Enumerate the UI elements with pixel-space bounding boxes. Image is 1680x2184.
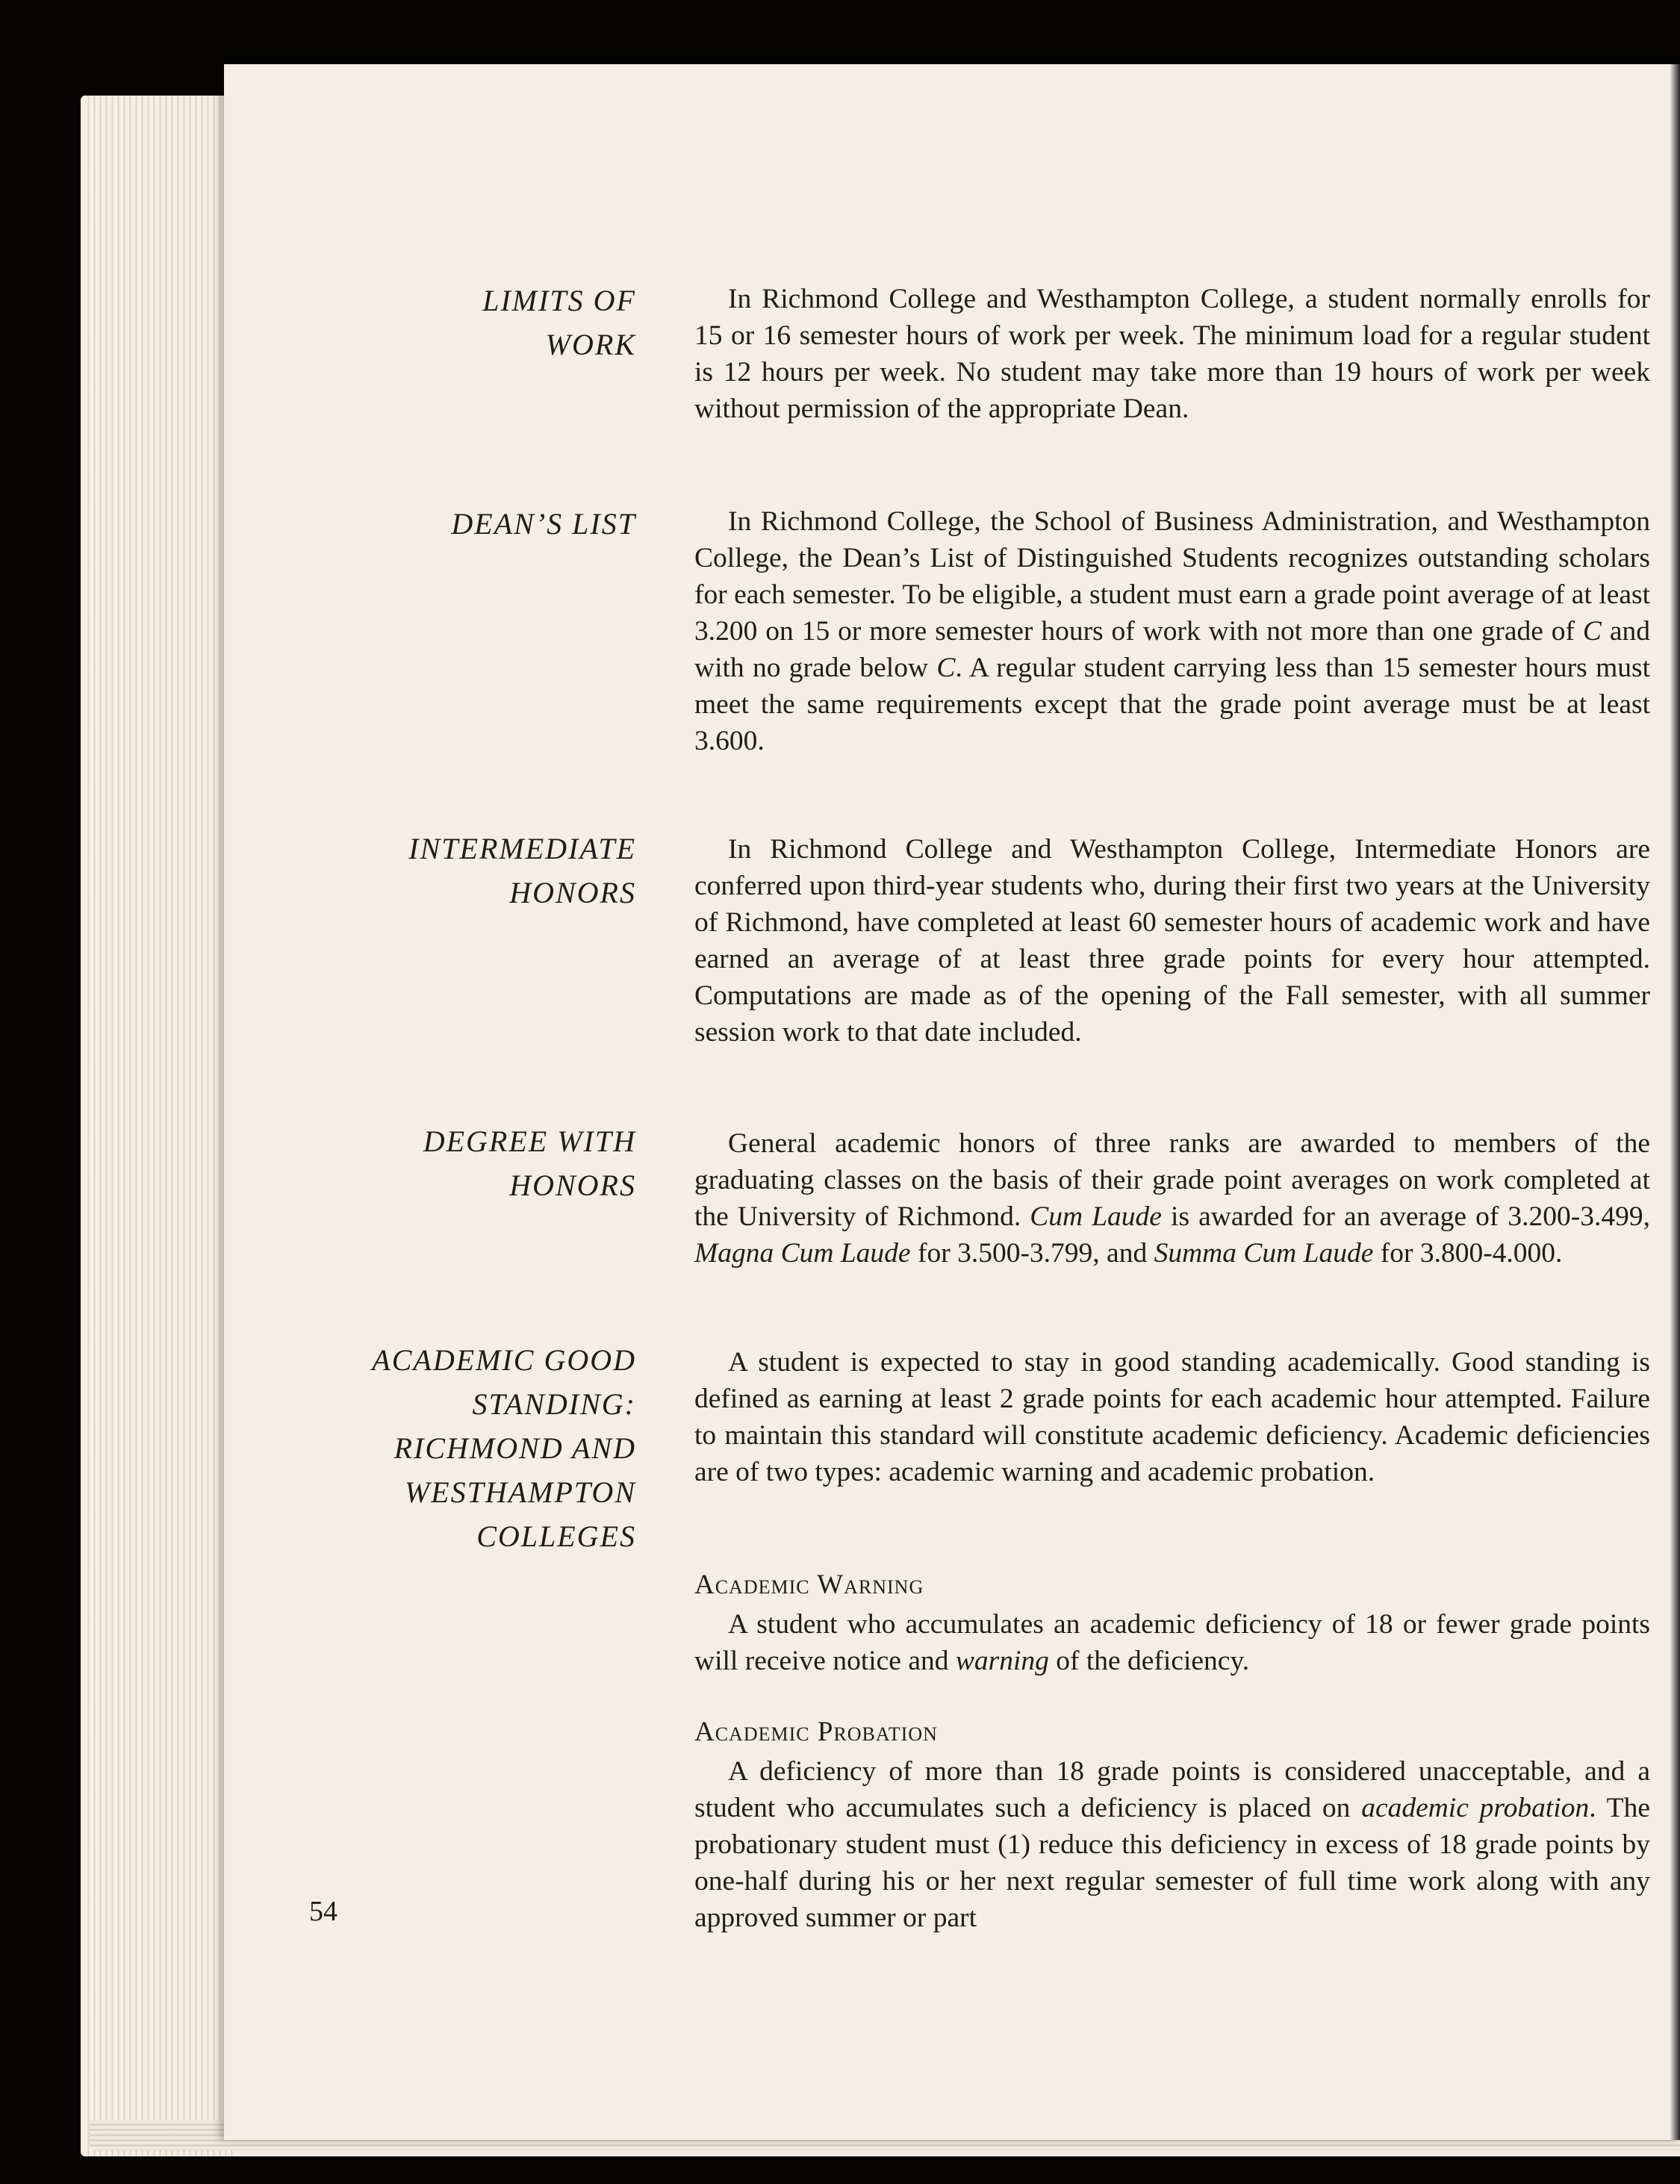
paragraph: A student is expected to stay in good standing academically. Good standing is defined as earning at least 2 grade points for each academic hour attempted. Failure to maintain this standard will constitute academic deficiency. Academic deficiencies are of two types: academic warning and academic probation. xyxy=(694,1347,1650,1487)
text-run: and with no grade below xyxy=(694,616,1650,683)
heading-line: HONORS xyxy=(509,876,636,909)
heading-line: DEGREE WITH xyxy=(423,1124,636,1158)
section-academic-good-standing xyxy=(694,1344,1650,1490)
text-run: for 3.800-4.000. xyxy=(1373,1238,1563,1269)
italic-run: Magna Cum Laude xyxy=(694,1238,911,1269)
section-degree-with-honors xyxy=(694,1125,1650,1272)
paragraph xyxy=(694,1606,1650,1679)
text-run: . A regular student carrying less than 15 semester hours must meet the same requirements except that the grade point average must be at least 3.600. xyxy=(694,653,1651,756)
text-run: In Richmond College, the School of Business Administration, and Westhampton College, the Dean’s List of Distinguished Students recognizes outstanding scholars for each semester. To be eligible, a student must earn a grade point average of at least 3.200 on 15 or more semester hours of work with not more than one grade of xyxy=(694,506,1650,647)
italic-run: C xyxy=(936,653,956,683)
heading-line: COLLEGES xyxy=(476,1519,636,1553)
heading-line: WORK xyxy=(545,328,636,361)
heading-intermediate-honors xyxy=(293,827,636,915)
gutter-shadow xyxy=(1670,64,1680,2140)
section-limits-of-work xyxy=(694,281,1650,427)
section-intermediate-honors xyxy=(694,831,1650,1051)
heading-line: DEAN’S LIST xyxy=(451,507,636,541)
text-run: for 3.500-3.799, and xyxy=(910,1238,1154,1269)
italic-run: Cum Laude xyxy=(1030,1201,1162,1232)
text-run: of the deficiency. xyxy=(1048,1646,1250,1676)
heading-line: RICHMOND AND xyxy=(393,1431,636,1465)
heading-line: LIMITS OF xyxy=(482,284,636,317)
italic-run: academic probation xyxy=(1361,1793,1590,1823)
page-edges xyxy=(84,96,233,2156)
paragraph xyxy=(694,1753,1650,1936)
paragraph: In Richmond College and Westhampton College, Intermediate Honors are conferred upon third-year students who, during their first two years at the University of Richmond, have completed at least 60 semester hours of academic work and have earned an average of at least three grade points for every hour attempted. Computations are made as of the opening of the Fall semester, with all summer session work to that date included. xyxy=(694,834,1650,1048)
heading-line: STANDING: xyxy=(472,1387,636,1421)
text-run: A deficiency of more than 18 grade points is considered unacceptable, and a student who accumulates such a deficiency is placed on xyxy=(694,1756,1650,1823)
text-run: is awarded for an average of 3.200-3.499, xyxy=(1161,1201,1651,1232)
heading-line: ACADEMIC GOOD xyxy=(372,1343,636,1377)
heading-limits-of-work xyxy=(293,279,636,367)
heading-deans-list xyxy=(293,502,636,546)
section-deans-list xyxy=(694,503,1650,759)
subsection-academic-warning xyxy=(694,1567,1650,1679)
text-run: . The probationary student must (1) reduce this deficiency in excess of 18 grade points by one-half during his or her next regular semester of full time work along with any approved summer or part xyxy=(694,1793,1650,1933)
italic-run: Summa Cum Laude xyxy=(1154,1238,1374,1269)
heading-line: WESTHAMPTON xyxy=(404,1475,636,1509)
text-run: General academic honors of three ranks are awarded to members of the graduating classes on the basis of their grade point averages on work completed at the University of Richmond. xyxy=(694,1128,1650,1232)
paragraph xyxy=(694,503,1650,759)
paragraph xyxy=(694,1125,1650,1272)
italic-run: C xyxy=(1582,616,1602,647)
heading-degree-with-honors xyxy=(293,1119,636,1207)
heading-line: INTERMEDIATE xyxy=(408,832,636,865)
page-number: 54 xyxy=(309,1896,337,1927)
text-run: A student who accumulates an academic deficiency of 18 or fewer grade points will receive notice and xyxy=(694,1609,1650,1676)
heading-academic-good-standing xyxy=(293,1338,636,1558)
subheading-academic-probation: Academic Probation xyxy=(694,1717,938,1747)
subheading-academic-warning: Academic Warning xyxy=(694,1569,924,1600)
subsection-academic-probation xyxy=(694,1714,1650,1936)
heading-line: HONORS xyxy=(509,1169,636,1202)
paragraph: In Richmond College and Westhampton College, a student normally enrolls for 15 or 16 semester hours of work per week. The minimum load for a regular student is 12 hours per week. No student may take more than 19 hours of work per week without permission of the appropriate Dean. xyxy=(694,284,1650,424)
italic-run: warning xyxy=(955,1646,1049,1676)
